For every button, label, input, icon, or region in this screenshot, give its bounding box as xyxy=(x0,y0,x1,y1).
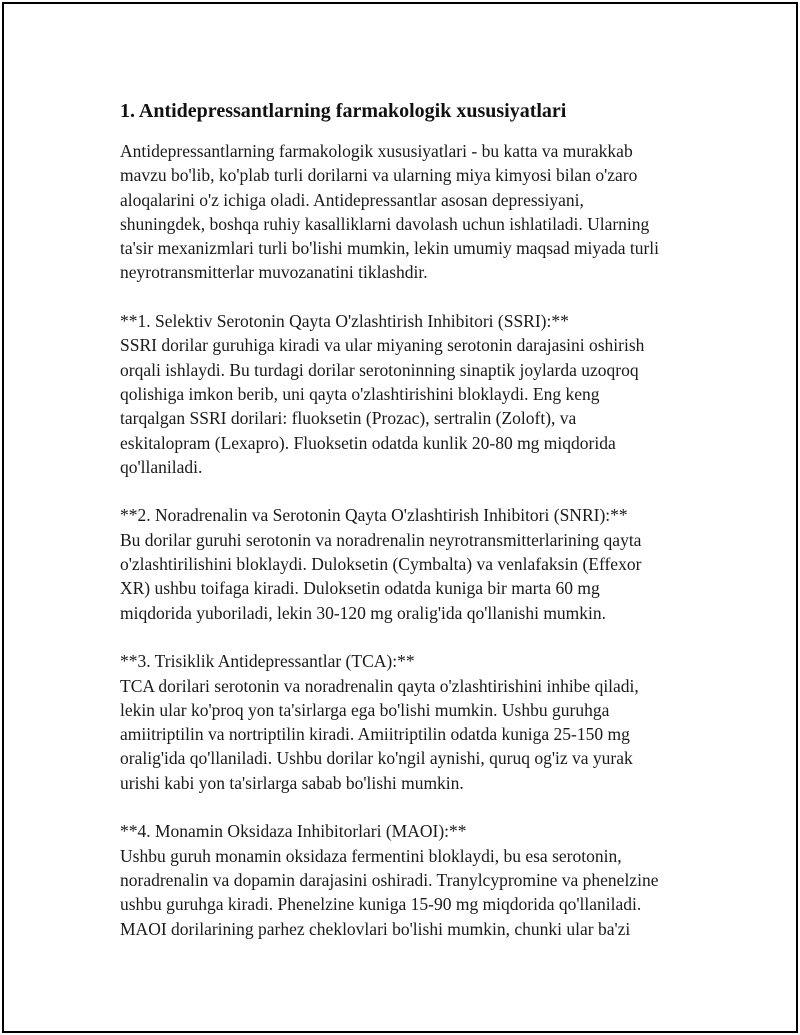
section-text: TCA dorilari serotonin va noradrenalin qayta o'zlashtirishini inhibe qiladi, lekin ular ko'proq yon ta'sirlarga ega bo'lishi mumkin. Ushbu guruhga amiitriptilin va nortriptilin kiradi. Amiitriptilin odatda kuniga 25-150 mg oralig'ida qo'llaniladi. Ushbu dorilar ko'ngil aynishi, quruq og'iz va yurak urishi kabi yon ta'sirlarga sabab bo'lishi mumkin. xyxy=(120,675,639,793)
section-title: **1. Selektiv Serotonin Qayta O'zlashtirish Inhibitori (SSRI):** xyxy=(120,311,569,332)
section-tca xyxy=(120,649,710,795)
intro-paragraph: Antidepressantlarning farmakologik xususiyatlari - bu katta va murakkab mavzu bo'lib, ko'plab turli dorilarni va ularning miya kimyosi bilan o'zaro aloqalarini o'z ichiga oladi. Antidepressantlar asosan depressiyani, shuningdek, boshqa ruhiy kasalliklarni davolash uchun ishlatiladi. Ularning ta'sir mexanizmlari turli bo'lishi mumkin, lekin umumiy maqsad miyada turli neyrotransmitterlar muvozanatini tiklashdir. xyxy=(120,141,659,283)
page-frame xyxy=(2,2,798,1033)
section-snri xyxy=(120,503,710,624)
section-maoi xyxy=(120,819,710,940)
document-body xyxy=(120,97,710,941)
document-heading: 1. Antidepressantlarning farmakologik xususiyatlari xyxy=(120,100,567,122)
section-text: Bu dorilar guruhi serotonin va noradrenalin neyrotransmitterlarining qayta o'zlashtirilishini bloklaydi. Duloksetin (Cymbalta) va venlafaksin (Effexor XR) ushbu toifaga kiradi. Duloksetin odatda kuniga bir marta 60 mg miqdorida yuboriladi, lekin 30-120 mg oralig'ida qo'llanishi mumkin. xyxy=(120,529,642,623)
section-text: Ushbu guruh monamin oksidaza fermentini bloklaydi, bu esa serotonin, noradrenalin va dopamin darajasini oshiradi. Tranylcypromine va phenelzine ushbu guruhga kiradi. Phenelzine kuniga 15-90 mg miqdorida qo'llaniladi. MAOI dorilarining parhez cheklovlari bo'lishi mumkin, chunki ular ba'zi xyxy=(120,845,659,939)
section-title: **4. Monamin Oksidaza Inhibitorlari (MAOI):** xyxy=(120,821,467,842)
section-ssri xyxy=(120,309,710,479)
section-text: SSRI dorilar guruhiga kiradi va ular miyaning serotonin darajasini oshirish orqali ishlaydi. Bu turdagi dorilar serotoninning sinaptik joylarda uzoqroq qolishiga imkon berib, uni qayta o'zlashtirishini bloklaydi. Eng keng tarqalgan SSRI dorilari: fluoksetin (Prozac), sertralin (Zoloft), va eskitalopram (Lexapro). Fluoksetin odatda kunlik 20-80 mg miqdorida qo'llaniladi. xyxy=(120,335,645,477)
section-title: **2. Noradrenalin va Serotonin Qayta O'zlashtirish Inhibitori (SNRI):** xyxy=(120,505,628,526)
section-title: **3. Trisiklik Antidepressantlar (TCA):** xyxy=(120,651,415,672)
